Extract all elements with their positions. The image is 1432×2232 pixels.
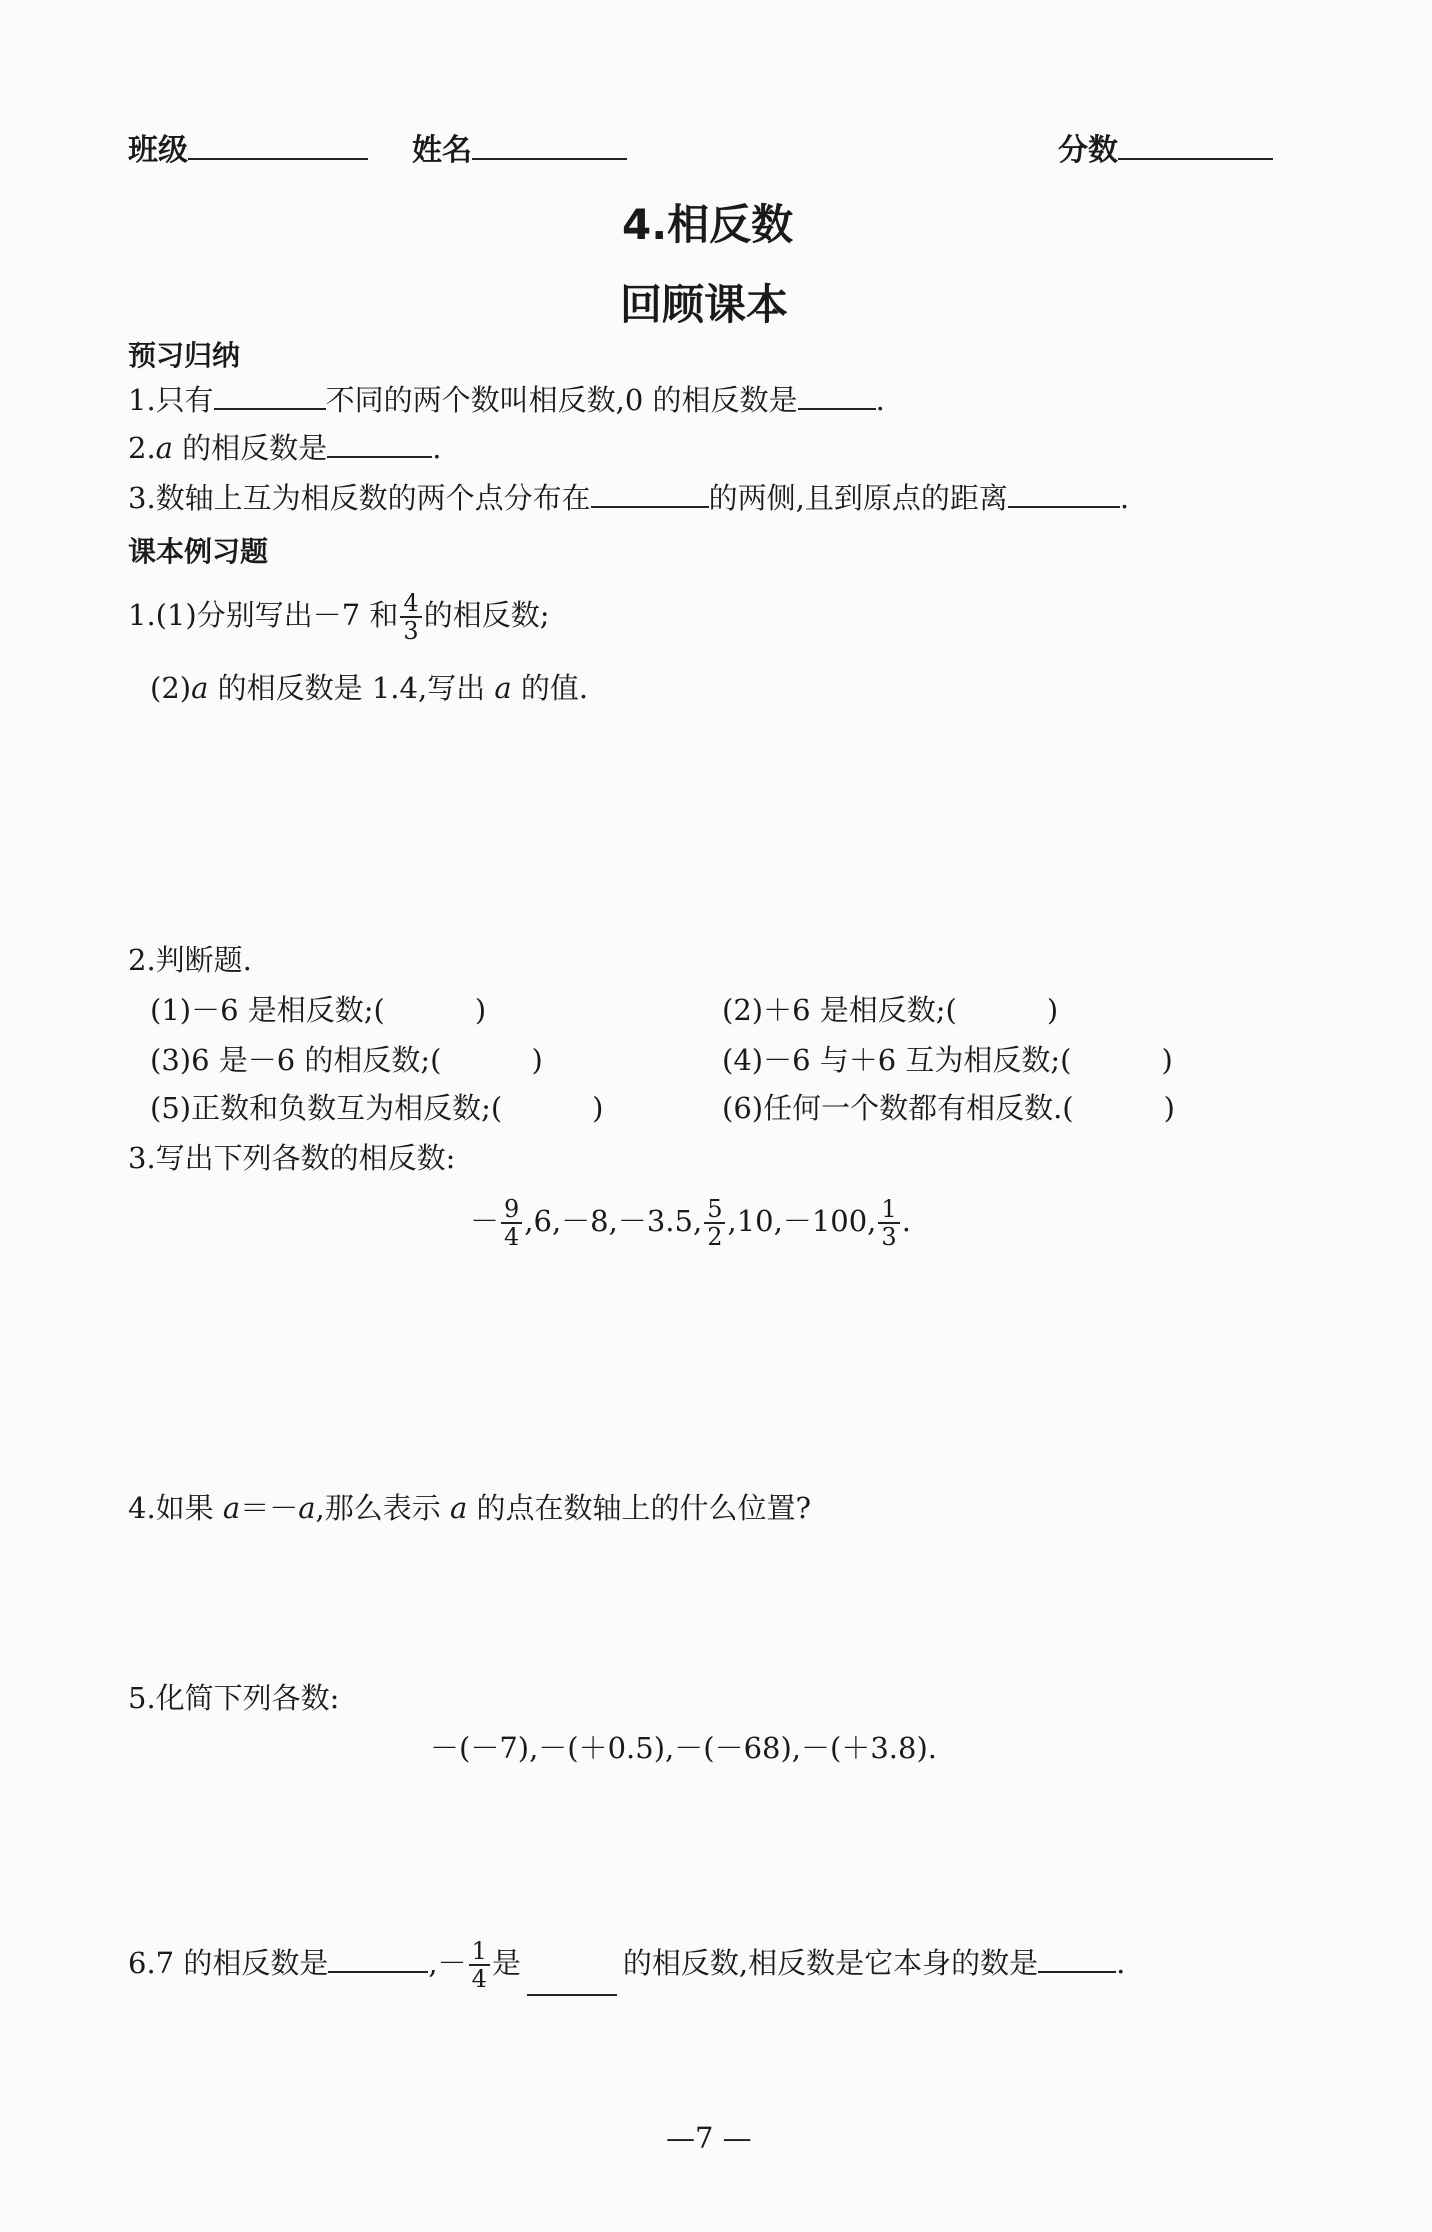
preview-heading: 预习归纳: [128, 339, 241, 372]
examples-heading: 课本例习题: [128, 535, 269, 568]
blank[interactable]: [327, 430, 432, 458]
question-3-stem: 3.写出下列各数的相反数:: [128, 1141, 456, 1175]
question-2-stem: 2.判断题.: [128, 943, 252, 977]
name-label: 姓名: [412, 133, 472, 168]
fraction: $\frac{4}{3}$: [400, 590, 421, 644]
judge-item-5: (5)正数和负数互为相反数;( ): [150, 1091, 604, 1125]
score-field: [1058, 125, 1273, 169]
question-1-part-2: (2)a 的相反数是 1.4,写出 a 的值.: [150, 671, 589, 705]
name-blank[interactable]: [472, 128, 627, 160]
blank[interactable]: [214, 382, 326, 410]
class-blank[interactable]: [188, 128, 368, 160]
score-label: 分数: [1058, 133, 1118, 168]
blank[interactable]: [798, 382, 876, 410]
judge-item-2: (2)＋6 是相反数;( ): [722, 993, 1059, 1027]
question-3-numbers: － $\frac{9}{4}$ ,6,－8,－3.5, $\frac{5}{2}$ ,10,－100, $\frac{1}{3}$ .: [470, 1195, 911, 1251]
preview-item-3: 3.数轴上互为相反数的两个点分布在 的两侧,且到原点的距离 .: [128, 481, 1130, 515]
fraction: $\frac{1}{3}$: [878, 1196, 899, 1250]
fraction: $\frac{1}{4}$: [469, 1938, 490, 1992]
blank[interactable]: [591, 480, 709, 508]
fraction: $\frac{9}{4}$: [501, 1196, 522, 1250]
score-blank[interactable]: [1118, 128, 1273, 160]
judge-item-1: (1)－6 是相反数;( ): [150, 993, 487, 1027]
judge-item-6: (6)任何一个数都有相反数.( ): [722, 1091, 1175, 1125]
question-5-stem: 5.化简下列各数:: [128, 1681, 340, 1715]
page-title: 4.相反数: [622, 200, 794, 249]
judge-item-3: (3)6 是－6 的相反数;( ): [150, 1043, 543, 1077]
preview-item-2: 2.a 的相反数是 .: [128, 431, 442, 465]
fraction: $\frac{5}{2}$: [704, 1196, 725, 1250]
question-1-part-1: 1.(1)分别写出－7 和 $\frac{4}{3}$ 的相反数;: [128, 589, 550, 645]
page-number: —7 —: [666, 2121, 752, 2155]
question-6: 6.7 的相反数是 ,－ $\frac{1}{4}$ 是 的相反数,相反数是它本身的数是 .: [128, 1938, 1125, 1996]
question-5-expression: －(－7),－(＋0.5),－(－68),－(＋3.8).: [430, 1731, 937, 1765]
blank[interactable]: [527, 1938, 617, 1996]
name-field: [412, 125, 627, 169]
blank[interactable]: [1038, 1945, 1116, 1973]
question-4: 4.如果 a＝－a,那么表示 a 的点在数轴上的什么位置?: [128, 1491, 812, 1525]
preview-item-1: 1.只有 不同的两个数叫相反数,0 的相反数是 .: [128, 383, 885, 417]
judge-item-4: (4)－6 与＋6 互为相反数;( ): [722, 1043, 1173, 1077]
class-field: [128, 125, 368, 169]
class-label: 班级: [128, 133, 188, 168]
blank[interactable]: [1008, 480, 1120, 508]
blank[interactable]: [328, 1945, 428, 1973]
page-subtitle: 回顾课本: [620, 280, 789, 329]
